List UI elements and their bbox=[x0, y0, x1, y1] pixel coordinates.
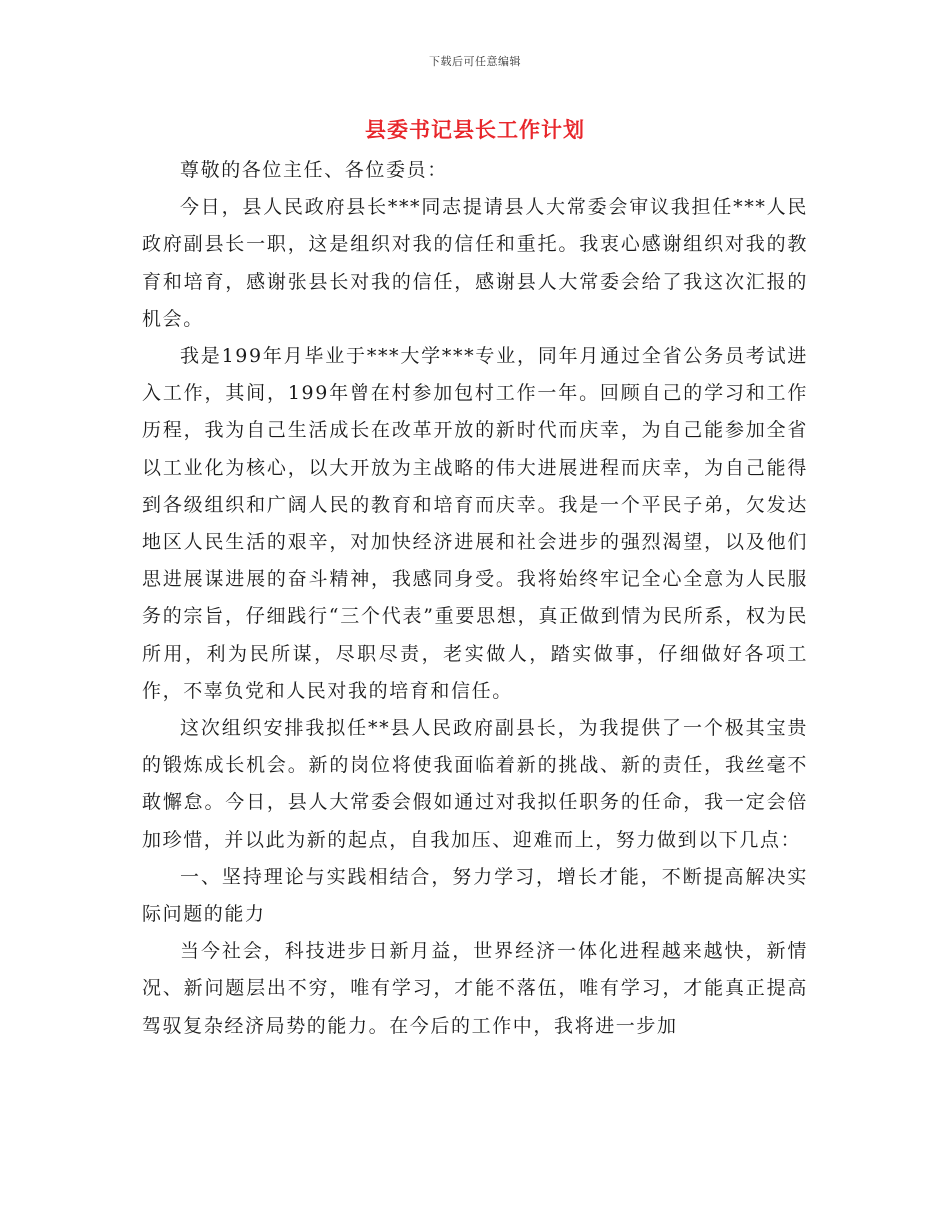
salutation: 尊敬的各位主任、各位委员： bbox=[180, 159, 448, 181]
document-title: 县委书记县长工作计划 bbox=[365, 117, 585, 142]
paragraph-background: 我是199年月毕业于***大学***专业，同年月通过全省公务员考试进入工作，其间，199年曾在村参加包村工作一年。回顾自己的学习和工作历程，我为自己生活成长在改革开放的新时代而庆幸，为自己能参加全省以工业化为核心，以大开放为主战略的伟大进展进程而庆幸，为自己能得到各级组织和广阔人民的教育和培育而庆幸。我是一个平民子弟，欠发达地区人民生活的艰辛，对加快经济进展和社会进步的强烈渴望，以及他们思进展谋进展的奋斗精神，我感同身受。我将始终牢记全心全意为人民服务的宗旨，仔细践行“三个代表”重要思想，真正做到情为民所系，权为民所用，利为民所谋，尽职尽责，老实做人，踏实做事，仔细做好各项工作，不辜负党和人民对我的培育和信任。 bbox=[142, 345, 808, 702]
section-heading-1: 一、坚持理论与实践相结合，努力学习，增长才能，不断提高解决实际问题的能力 bbox=[142, 865, 808, 926]
paragraph-commitment: 这次组织安排我拟任**县人民政府副县长，为我提供了一个极其宝贵的锻炼成长机会。新的岗位将使我面临着新的挑战、新的责任，我丝毫不敢懈怠。今日，县人大常委会假如通过对我拟任职务的任命，我一定会倍加珍惜，并以此为新的起点，自我加压、迎难而上，努力做到以下几点： bbox=[142, 717, 808, 851]
document-body bbox=[142, 152, 808, 1045]
paragraph-learning: 当今社会，科技进步日新月益，世界经济一体化进程越来越快，新情况、新问题层出不穷，唯有学习，才能不落伍，唯有学习，才能真正提高驾驭复杂经济局势的能力。在今后的工作中，我将进一步加 bbox=[142, 940, 808, 1037]
paragraph-nomination: 今日，县人民政府县长***同志提请县人大常委会审议我担任***人民政府副县长一职，这是组织对我的信任和重托。我衷心感谢组织对我的教育和培育，感谢张县长对我的信任，感谢县人大常委会给了我这次汇报的机会。 bbox=[142, 196, 808, 330]
header-note: 下载后可任意编辑 bbox=[429, 55, 521, 68]
